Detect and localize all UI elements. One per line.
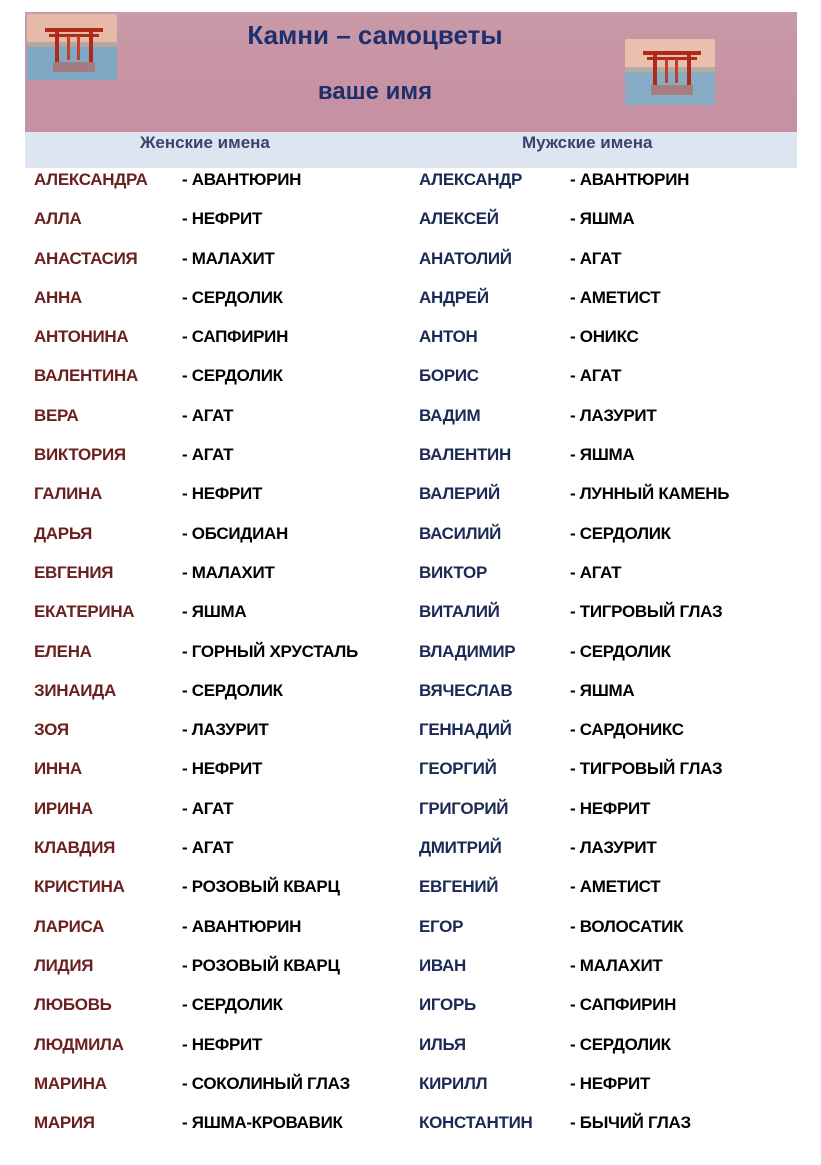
female-name: ЛЮБОВЬ xyxy=(34,995,112,1015)
female-stone: - НЕФРИТ xyxy=(182,209,263,229)
table-row xyxy=(0,673,821,712)
table-row xyxy=(0,751,821,790)
page-title: Камни – самоцветы xyxy=(247,20,503,50)
table-row xyxy=(0,1105,821,1144)
male-name: ГЕННАДИЙ xyxy=(419,720,512,740)
table-row xyxy=(0,516,821,555)
female-name: ВИКТОРИЯ xyxy=(34,445,126,465)
male-name: ИГОРЬ xyxy=(419,995,476,1015)
female-stone: - НЕФРИТ xyxy=(182,484,263,504)
male-name: ГРИГОРИЙ xyxy=(419,798,509,818)
male-stone: - ЯШМА xyxy=(570,445,635,465)
female-stone: - СЕРДОЛИК xyxy=(182,287,283,307)
table-row xyxy=(0,909,821,948)
table-row xyxy=(0,712,821,751)
male-stone: - САРДОНИКС xyxy=(570,720,684,740)
female-name: ЕВГЕНИЯ xyxy=(34,562,114,582)
male-stone: - БЫЧИЙ ГЛАЗ xyxy=(570,1113,691,1133)
table-row xyxy=(0,1027,821,1066)
male-stone: - ТИГРОВЫЙ ГЛАЗ xyxy=(570,759,723,779)
table-row xyxy=(0,555,821,594)
female-stone: - ОБСИДИАН xyxy=(182,523,288,543)
female-name: ЕЛЕНА xyxy=(34,641,92,661)
table-row xyxy=(0,830,821,869)
female-name: ДАРЬЯ xyxy=(34,523,93,543)
male-name: ИЛЬЯ xyxy=(419,1034,466,1054)
female-stone: - НЕФРИТ xyxy=(182,1034,263,1054)
male-stone: - АМЕТИСТ xyxy=(570,877,661,897)
female-name: ЛИДИЯ xyxy=(34,955,94,975)
male-stone: - АВАНТЮРИН xyxy=(570,170,690,189)
female-name: ЕКАТЕРИНА xyxy=(34,602,135,622)
table-row xyxy=(0,987,821,1026)
female-name: ВЕРА xyxy=(34,405,79,425)
female-name: ЗИНАИДА xyxy=(34,680,116,700)
female-name: ИННА xyxy=(34,759,82,779)
female-stone: - МАЛАХИТ xyxy=(182,562,275,582)
female-stone: - ЯШМА-КРОВАВИК xyxy=(182,1113,343,1133)
female-stone: - СЕРДОЛИК xyxy=(182,366,283,386)
male-stone: - ЛАЗУРИТ xyxy=(570,405,657,425)
table-row xyxy=(0,398,821,437)
table-row xyxy=(0,594,821,633)
male-name: ВИКТОР xyxy=(419,562,488,582)
female-name: МАРИЯ xyxy=(34,1113,95,1133)
male-stone: - МАЛАХИТ xyxy=(570,955,663,975)
female-stone: - ЛАЗУРИТ xyxy=(182,720,269,740)
female-name: АНАСТАСИЯ xyxy=(34,248,138,268)
female-name: АННА xyxy=(34,287,82,307)
torii-gate-image-right xyxy=(625,39,715,105)
table-row xyxy=(0,1066,821,1105)
male-stone: - СЕРДОЛИК xyxy=(570,523,671,543)
female-stone: - РОЗОВЫЙ КВАРЦ xyxy=(182,877,340,897)
table-row xyxy=(0,280,821,319)
male-name: ВАЛЕРИЙ xyxy=(419,484,500,504)
male-name: ВИТАЛИЙ xyxy=(419,602,500,622)
female-stone: - АГАТ xyxy=(182,798,234,818)
female-stone: - ГОРНЫЙ ХРУСТАЛЬ xyxy=(182,641,358,661)
table-row xyxy=(0,358,821,397)
table-row xyxy=(0,869,821,908)
female-name: ЗОЯ xyxy=(34,720,69,740)
male-stone: - НЕФРИТ xyxy=(570,1073,651,1093)
table-row xyxy=(0,791,821,830)
male-stone: - СЕРДОЛИК xyxy=(570,641,671,661)
male-stone: - АГАТ xyxy=(570,366,622,386)
female-name: ИРИНА xyxy=(34,798,93,818)
male-stone: - ОНИКС xyxy=(570,327,639,347)
female-name: КЛАВДИЯ xyxy=(34,838,116,858)
female-names-header: Женские имена xyxy=(140,133,270,152)
male-name: ВАСИЛИЙ xyxy=(419,523,502,543)
female-stone: - АГАТ xyxy=(182,838,234,858)
male-name: ДМИТРИЙ xyxy=(419,838,502,858)
male-name: ВАДИМ xyxy=(419,405,481,425)
table-row xyxy=(0,162,821,201)
table-row xyxy=(0,201,821,240)
page-subtitle: ваше имя xyxy=(317,78,433,105)
male-name: АЛЕКСАНДР xyxy=(419,170,523,189)
male-name: КИРИЛЛ xyxy=(419,1073,488,1093)
female-stone: - СЕРДОЛИК xyxy=(182,680,283,700)
male-name: КОНСТАНТИН xyxy=(419,1113,533,1133)
female-stone: - НЕФРИТ xyxy=(182,759,263,779)
male-name: АНТОН xyxy=(419,327,478,347)
female-stone: - СЕРДОЛИК xyxy=(182,995,283,1015)
male-stone: - САПФИРИН xyxy=(570,995,677,1015)
table-row xyxy=(0,948,821,987)
name-stone-table xyxy=(0,162,821,1144)
male-stone: - АМЕТИСТ xyxy=(570,287,661,307)
table-row xyxy=(0,634,821,673)
female-name: МАРИНА xyxy=(34,1073,107,1093)
male-stone: - ЛАЗУРИТ xyxy=(570,838,657,858)
male-name: ЕВГЕНИЙ xyxy=(419,877,499,897)
male-stone: - АГАТ xyxy=(570,562,622,582)
male-name: ВАЛЕНТИН xyxy=(419,445,511,465)
female-stone: - АВАНТЮРИН xyxy=(182,170,302,189)
female-name: АЛЛА xyxy=(34,209,82,229)
male-name: ИВАН xyxy=(419,955,467,975)
female-stone: - ЯШМА xyxy=(182,602,247,622)
female-stone: - СОКОЛИНЫЙ ГЛАЗ xyxy=(182,1073,350,1093)
female-name: АЛЕКСАНДРА xyxy=(34,170,148,189)
male-stone: - АГАТ xyxy=(570,248,622,268)
male-name: АНАТОЛИЙ xyxy=(419,248,512,268)
table-row xyxy=(0,319,821,358)
male-name: БОРИС xyxy=(419,366,479,386)
male-name: АЛЕКСЕЙ xyxy=(419,209,499,229)
table-row xyxy=(0,241,821,280)
female-stone: - АГАТ xyxy=(182,405,234,425)
female-stone: - АГАТ xyxy=(182,445,234,465)
male-stone: - НЕФРИТ xyxy=(570,798,651,818)
male-name: ГЕОРГИЙ xyxy=(419,759,497,779)
male-stone: - ЯШМА xyxy=(570,209,635,229)
female-name: КРИСТИНА xyxy=(34,877,125,897)
male-stone: - СЕРДОЛИК xyxy=(570,1034,671,1054)
female-stone: - МАЛАХИТ xyxy=(182,248,275,268)
header-banner xyxy=(25,12,797,132)
female-name: ЛЮДМИЛА xyxy=(34,1034,124,1054)
female-stone: - САПФИРИН xyxy=(182,327,289,347)
male-name: ВЯЧЕСЛАВ xyxy=(419,680,513,700)
male-stone: - ЛУННЫЙ КАМЕНЬ xyxy=(570,484,730,504)
female-name: ЛАРИСА xyxy=(34,916,105,936)
male-names-header: Мужские имена xyxy=(522,133,653,152)
female-name: ГАЛИНА xyxy=(34,484,102,504)
male-name: ЕГОР xyxy=(419,916,464,936)
female-name: АНТОНИНА xyxy=(34,327,129,347)
table-row xyxy=(0,437,821,476)
female-stone: - РОЗОВЫЙ КВАРЦ xyxy=(182,955,340,975)
male-stone: - ЯШМА xyxy=(570,680,635,700)
male-stone: - ВОЛОСАТИК xyxy=(570,916,684,936)
female-stone: - АВАНТЮРИН xyxy=(182,916,302,936)
male-name: ВЛАДИМИР xyxy=(419,641,516,661)
male-name: АНДРЕЙ xyxy=(419,287,489,307)
male-stone: - ТИГРОВЫЙ ГЛАЗ xyxy=(570,602,723,622)
female-name: ВАЛЕНТИНА xyxy=(34,366,138,386)
table-row xyxy=(0,476,821,515)
